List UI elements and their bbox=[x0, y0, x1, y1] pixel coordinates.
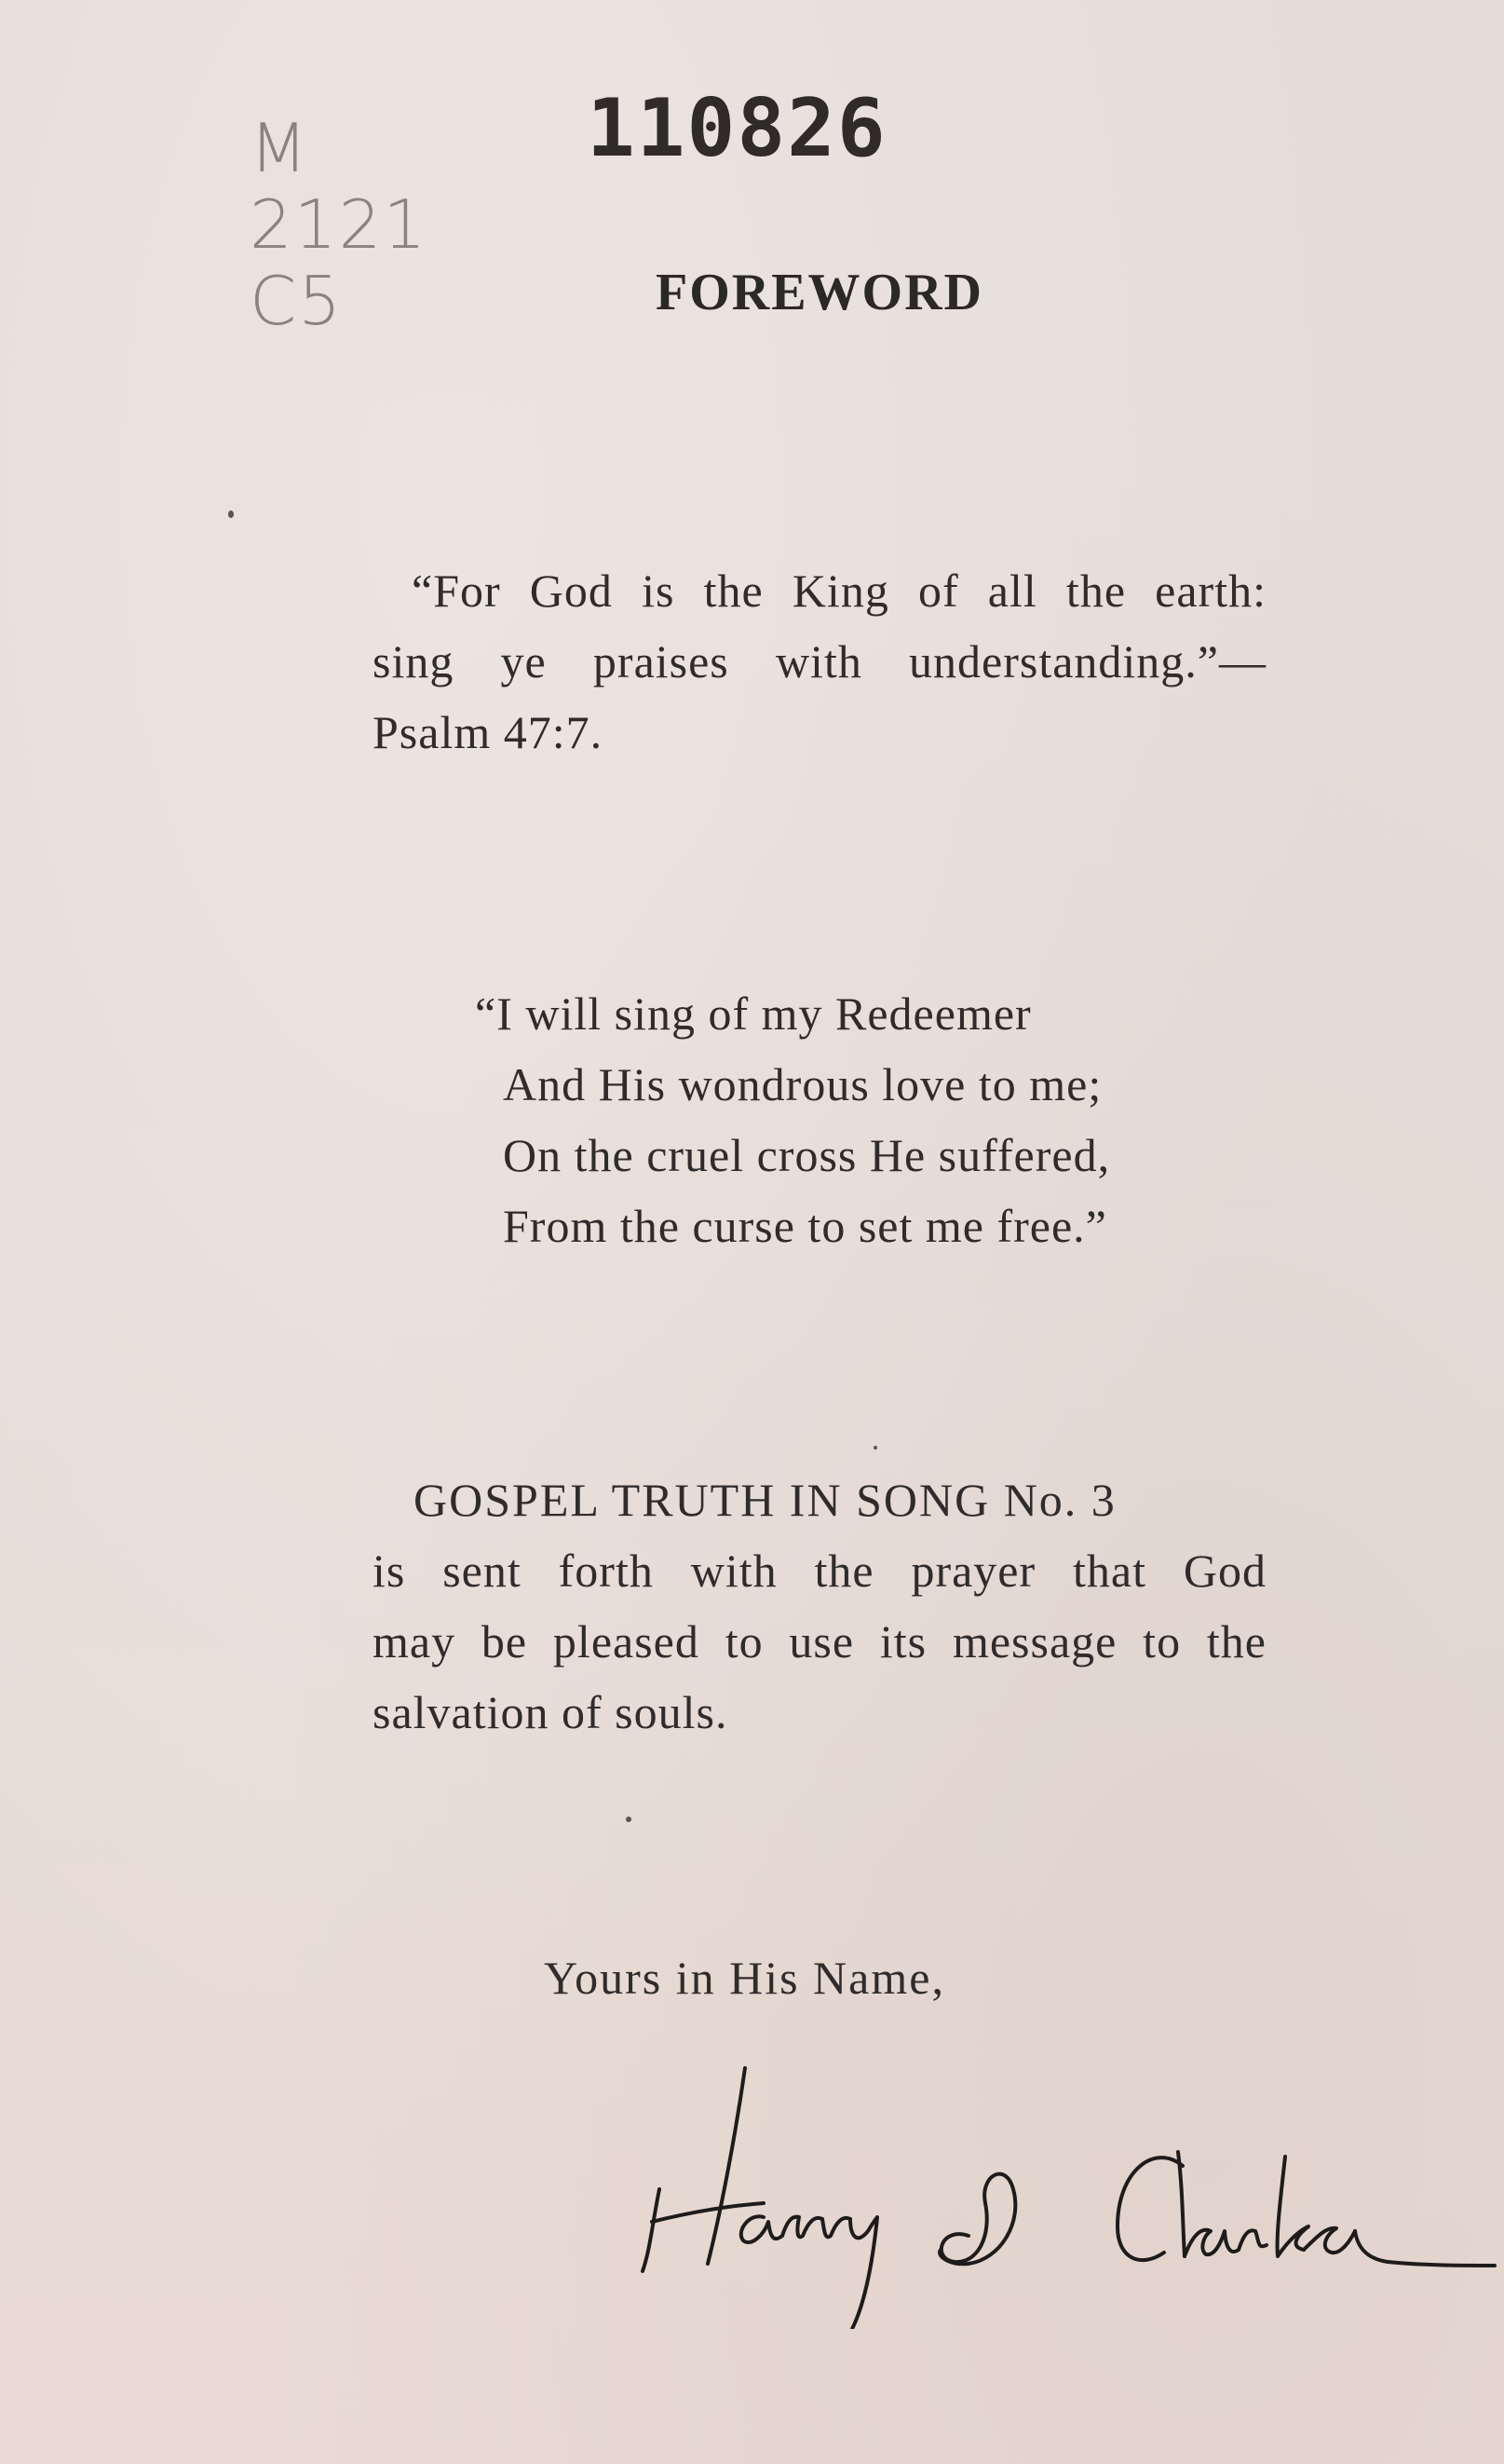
scripture-quote bbox=[373, 555, 1267, 768]
call-number-line: C5 bbox=[250, 262, 344, 340]
quote-line: Psalm 47:7. bbox=[373, 706, 603, 758]
accession-number: 110826 bbox=[587, 82, 887, 175]
hymn-verse bbox=[475, 978, 1239, 1261]
dedication-line: salvation of souls. bbox=[373, 1686, 728, 1738]
handwritten-signature bbox=[633, 2049, 1499, 2329]
call-number-line: 2121 bbox=[250, 185, 428, 264]
dedication-line: may be pleased to use its message to the bbox=[373, 1615, 1267, 1668]
closing-salutation: Yours in His Name, bbox=[544, 1952, 945, 2004]
dedication-paragraph bbox=[373, 1464, 1267, 1748]
page-title: FOREWORD bbox=[656, 264, 983, 321]
verse-line: And His wondrous love to me; bbox=[503, 1058, 1103, 1110]
dedication-line: is sent forth with the prayer that God bbox=[373, 1545, 1267, 1597]
dedication-line: GOSPEL TRUTH IN SONG No. 3 bbox=[413, 1474, 1117, 1526]
call-number-line: M bbox=[250, 109, 310, 187]
verse-line: “I will sing of my Redeemer bbox=[475, 987, 1032, 1040]
quote-line: sing ye praises with understanding.”— bbox=[373, 635, 1267, 687]
quote-line: “For God is the King of all the earth: bbox=[412, 565, 1267, 617]
verse-line: From the curse to set me free.” bbox=[503, 1200, 1107, 1252]
verse-line: On the cruel cross He suffered, bbox=[503, 1129, 1111, 1181]
